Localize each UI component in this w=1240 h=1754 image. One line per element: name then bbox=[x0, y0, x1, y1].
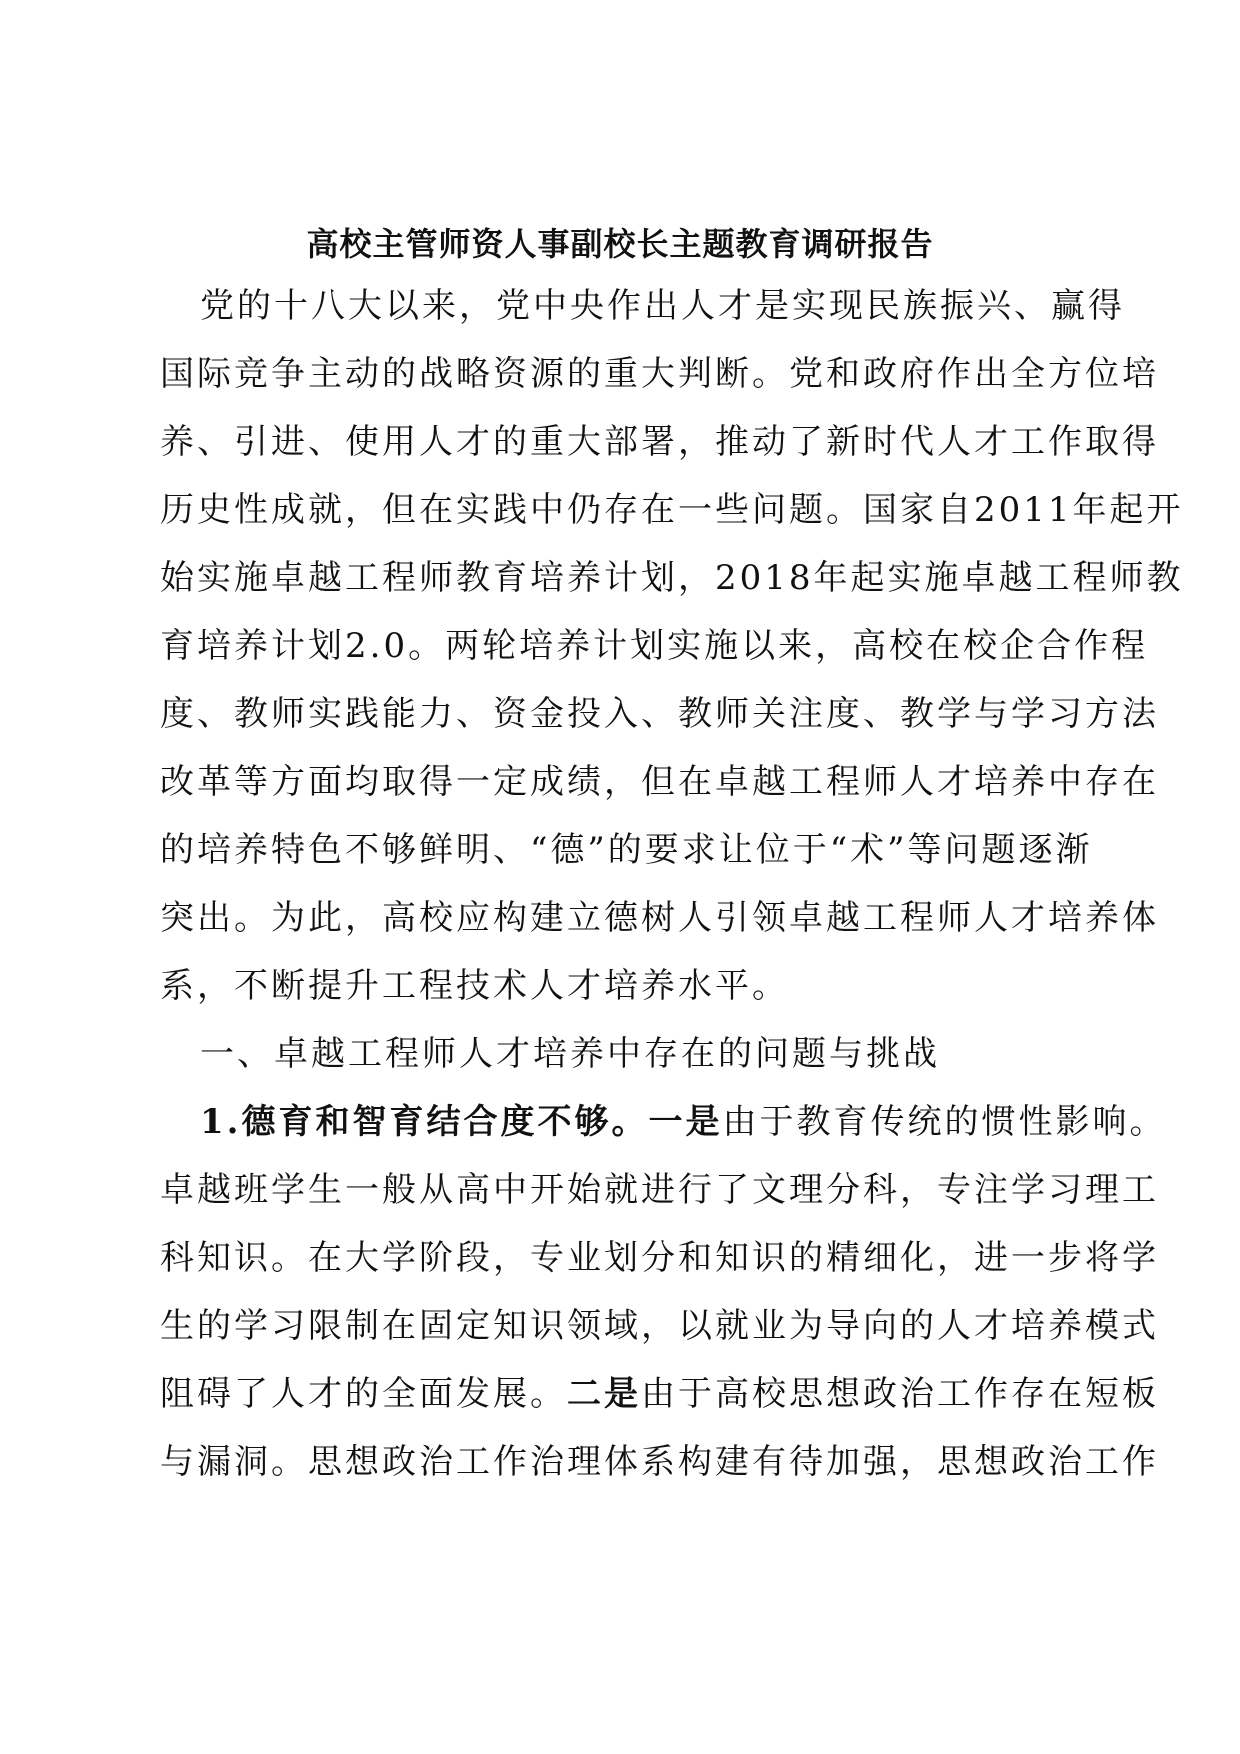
text-line bbox=[160, 1360, 1159, 1428]
text-line: 与漏洞。思想政治工作治理体系构建有待加强，思想政治工作 bbox=[160, 1442, 1159, 1482]
text-line: 国际竞争主动的战略资源的重大判断。党和政府作出全方位培 bbox=[160, 354, 1159, 394]
text-run: 阻碍了人才的全面发展。 bbox=[160, 1374, 567, 1414]
text-line: 生的学习限制在固定知识领域，以就业为导向的人才培养模式 bbox=[160, 1306, 1159, 1346]
text-line: 党的十八大以来，党中央作出人才是实现民族振兴、赢得 bbox=[200, 286, 1125, 326]
text-line: 系，不断提升工程技术人才培养水平。 bbox=[160, 966, 789, 1006]
subsection-paragraph bbox=[160, 1088, 1167, 1496]
text-line: 卓越班学生一般从高中开始就进行了文理分科，专注学习理工 bbox=[160, 1170, 1159, 1210]
section-heading-text: 一、卓越工程师人才培养中存在的问题与挑战 bbox=[200, 1034, 940, 1074]
text-line: 度、教师实践能力、资金投入、教师关注度、教学与学习方法 bbox=[160, 694, 1159, 734]
text-line: 始实施卓越工程师教育培养计划，2018年起实施卓越工程师教 bbox=[160, 558, 1184, 598]
text-line: 历史性成就，但在实践中仍存在一些问题。国家自2011年起开 bbox=[160, 490, 1184, 530]
text-line: 养、引进、使用人才的重大部署，推动了新时代人才工作取得 bbox=[160, 422, 1159, 462]
text-line: 改革等方面均取得一定成绩，但在卓越工程师人才培养中存在 bbox=[160, 762, 1159, 802]
text-run: 由于高校思想政治工作存在短板 bbox=[641, 1374, 1159, 1414]
text-line: 育培养计划2.0。两轮培养计划实施以来，高校在校企合作程 bbox=[160, 626, 1149, 666]
marker-one: 一是 bbox=[648, 1102, 723, 1142]
paragraph-intro bbox=[160, 272, 1184, 1020]
text-run: 由于教育传统的惯性影响。 bbox=[722, 1102, 1167, 1142]
text-line: 突出。为此，高校应构建立德树人引领卓越工程师人才培养体 bbox=[160, 898, 1159, 938]
section-heading bbox=[160, 1020, 1080, 1088]
text-line bbox=[160, 1088, 1167, 1156]
text-line: 的培养特色不够鲜明、“德”的要求让位于“术”等问题逐渐 bbox=[160, 830, 1093, 870]
subsection-heading: 1.德育和智育结合度不够。 bbox=[200, 1102, 649, 1142]
text-line: 科知识。在大学阶段，专业划分和知识的精细化，进一步将学 bbox=[160, 1238, 1159, 1278]
marker-two: 二是 bbox=[567, 1374, 641, 1414]
document-title: 高校主管师资人事副校长主题教育调研报告 bbox=[306, 225, 934, 263]
